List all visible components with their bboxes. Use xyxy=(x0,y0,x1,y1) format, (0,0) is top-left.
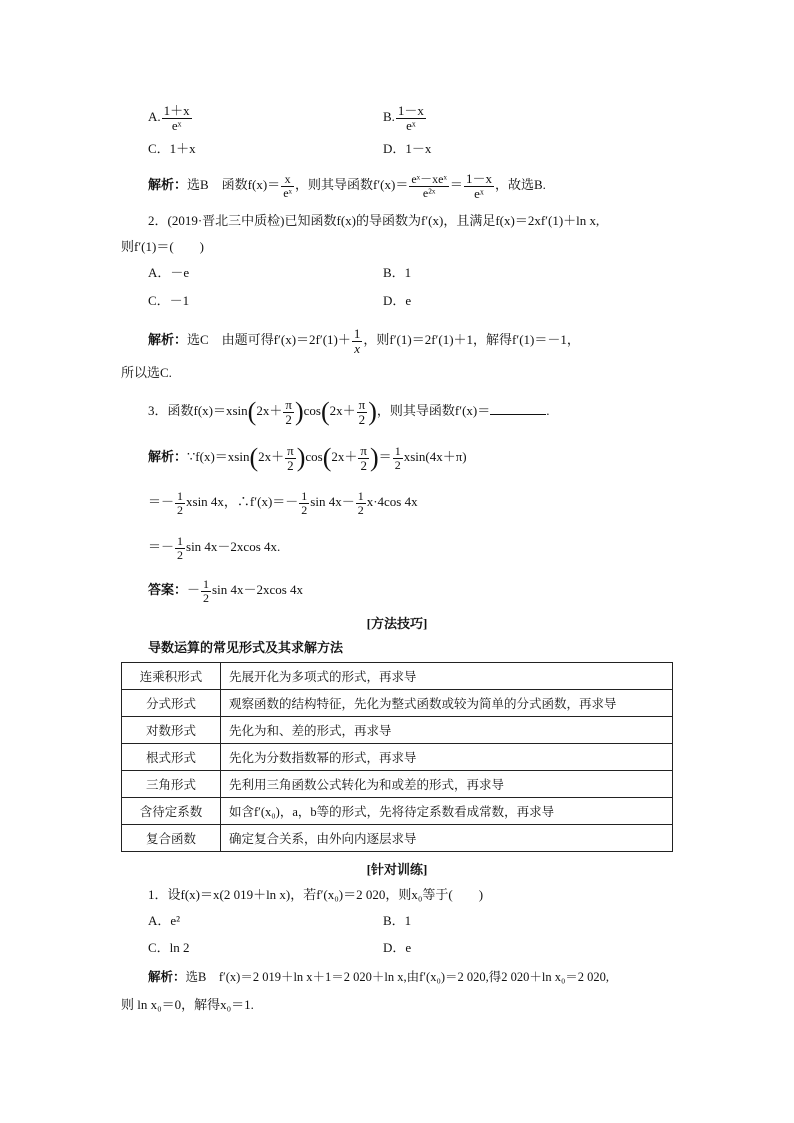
option-a-label: A. xyxy=(148,109,161,125)
form-cell: 对数形式 xyxy=(122,717,221,744)
right-paren: ) xyxy=(294,397,304,427)
right-paren: ) xyxy=(370,443,379,473)
fraction xyxy=(357,398,368,426)
solution-line xyxy=(148,327,580,355)
table-row xyxy=(122,771,673,798)
form-cell: 根式形式 xyxy=(122,744,221,771)
fraction-denominator: eˣ xyxy=(474,185,484,201)
solution-text: sin 4x－2xcos 4x. xyxy=(186,539,281,555)
table-title: 导数运算的常见形式及其求解方法 xyxy=(148,640,344,655)
method-cell: 先化为分数指数幂的形式，再求导 xyxy=(221,744,673,771)
option-d: D．e xyxy=(383,940,412,955)
question-text: ，则其导函数f′(x)＝ xyxy=(376,403,491,419)
left-paren: ( xyxy=(247,397,257,427)
form-cell: 分式形式 xyxy=(122,690,221,717)
fraction-numerator: 1 xyxy=(353,326,361,341)
math-term: 2x＋ xyxy=(258,449,285,465)
fraction-numerator: 1 xyxy=(357,489,364,503)
option-c: C．－1 xyxy=(148,293,190,308)
answer-label: 答案： xyxy=(148,582,188,598)
fraction-denominator: eˣ xyxy=(171,117,182,133)
fraction-denominator: 2 xyxy=(285,411,292,427)
fraction-denominator: 2 xyxy=(177,547,184,562)
math-term: cos xyxy=(303,403,321,419)
option-d: D．1－x xyxy=(383,141,432,156)
question-text: . xyxy=(546,403,550,419)
section-title-practice: [针对训练] xyxy=(366,862,428,877)
math-term: 2x＋ xyxy=(331,449,358,465)
form-cell: 复合函数 xyxy=(122,825,221,852)
form-cell: 三角形式 xyxy=(122,771,221,798)
answer-line xyxy=(148,578,303,604)
solution-text: 选B f′(x)＝2 019＋ln x＋1＝2 020＋ln x,由f′(x₀)＝2 020,得2 020＋ln x₀＝2 020, xyxy=(185,970,610,984)
method-cell: 如含f′(x₀)，a，b等的形式，先将待定系数看成常数，再求导 xyxy=(221,798,673,825)
option-a: A．－e xyxy=(148,265,190,280)
solution-label: 解析： xyxy=(148,177,188,193)
fraction-denominator: 2 xyxy=(177,502,184,517)
fraction xyxy=(175,490,185,516)
fraction-numerator: x xyxy=(281,173,294,187)
section-title-methods: [方法技巧] xyxy=(366,616,428,631)
answer-blank xyxy=(490,402,546,415)
practice-solution-cont: 则 ln x₀＝0，解得x₀＝1. xyxy=(121,997,254,1012)
method-cell: 先利用三角函数公式转化为和或差的形式，再求导 xyxy=(221,771,673,798)
question-text: 3．函数f(x)＝xsin xyxy=(148,403,248,419)
question-3-stem xyxy=(148,398,549,426)
fraction xyxy=(283,398,294,426)
fraction-denominator: 2 xyxy=(301,502,308,517)
practice-question-stem: 1．设f(x)＝x(2 019＋ln x)，若f′(x₀)＝2 020，则x₀等于( ) xyxy=(148,887,484,902)
table-row xyxy=(122,663,673,690)
fraction-denominator: 2 xyxy=(203,590,210,605)
fraction xyxy=(352,327,363,355)
method-cell: 确定复合关系，由外向内逐层求导 xyxy=(221,825,673,852)
fraction xyxy=(285,444,296,472)
method-cell: 先化为和、差的形式，再求导 xyxy=(221,717,673,744)
fraction-numerator: 1 xyxy=(177,489,184,503)
right-paren: ) xyxy=(368,397,377,427)
solution-line-2 xyxy=(148,490,418,516)
solution-text: xsin 4x，∴f′(x)＝－ xyxy=(186,494,299,510)
fraction-numerator: 1＋x xyxy=(163,103,190,118)
fraction-denominator: 2 xyxy=(287,457,294,473)
solution-line-cont: 所以选C. xyxy=(121,365,172,380)
solution-text: ＝－ xyxy=(148,539,175,555)
fraction-denominator: 2 xyxy=(360,457,367,473)
solution-label: 解析： xyxy=(148,332,188,348)
fraction-numerator: 1－x xyxy=(397,103,424,118)
fraction-denominator: 2 xyxy=(357,502,364,517)
question-text: 已知函数f(x)的导函数为f′(x)，且满足f(x)＝2xf′(1)＋ln x, xyxy=(284,213,600,228)
solution-line xyxy=(148,444,467,472)
option-a-fraction xyxy=(162,104,192,132)
solution-line-3 xyxy=(148,535,280,561)
solution-text: ，则f′(1)＝2f′(1)＋1，解得f′(1)＝－1， xyxy=(363,332,580,348)
math-term: cos xyxy=(305,449,323,465)
option-b xyxy=(383,104,427,132)
fraction-denominator: eˣ xyxy=(283,185,292,200)
table-row xyxy=(122,744,673,771)
solution-line xyxy=(148,172,546,200)
solution-label: 解析： xyxy=(148,449,188,465)
fraction xyxy=(393,445,403,471)
option-b: B．1 xyxy=(383,265,412,280)
method-cell: 观察函数的结构特征，先化为整式函数或较为简单的分式函数，再求导 xyxy=(221,690,673,717)
fraction-denominator: 2 xyxy=(358,411,366,427)
option-a xyxy=(148,104,193,132)
form-cell: 连乘积形式 xyxy=(122,663,221,690)
option-c: C．ln 2 xyxy=(148,940,190,955)
option-a: A．e² xyxy=(148,913,181,928)
solution-text: sin 4x－ xyxy=(310,494,355,510)
solution-text: ＝－ xyxy=(148,494,175,510)
fraction-numerator: eˣ－xeˣ xyxy=(411,172,447,187)
solution-text: x·4cos 4x xyxy=(366,494,418,510)
table-row xyxy=(122,690,673,717)
practice-solution xyxy=(148,967,609,987)
right-paren: ) xyxy=(296,443,306,473)
form-cell: 含待定系数 xyxy=(122,798,221,825)
solution-label: 解析： xyxy=(148,970,186,984)
table-row xyxy=(122,825,673,852)
fraction-denominator: 2 xyxy=(394,457,401,472)
math-term: 2x＋ xyxy=(256,403,283,419)
math-term: 2x＋ xyxy=(329,403,356,419)
fraction xyxy=(281,173,294,199)
fraction-numerator: π xyxy=(287,443,294,458)
solution-text: ∵f(x)＝xsin xyxy=(187,449,250,465)
fraction-denominator: eˣ xyxy=(406,117,416,133)
answer-text: － xyxy=(187,582,201,598)
fraction xyxy=(358,444,369,472)
fraction xyxy=(356,490,366,516)
left-paren: ( xyxy=(322,443,332,473)
left-paren: ( xyxy=(249,443,259,473)
answer-text: sin 4x－2xcos 4x xyxy=(212,582,304,598)
option-b-fraction xyxy=(396,104,426,132)
fraction-numerator: π xyxy=(358,397,366,412)
solution-text: ，故选B. xyxy=(494,177,546,193)
question-number: 2． xyxy=(148,213,168,228)
option-b-label: B. xyxy=(383,109,395,125)
fraction-numerator: 1 xyxy=(177,534,184,548)
fraction-numerator: 1 xyxy=(301,489,308,503)
solution-text: 选C 由题可得f′(x)＝2f′(1)＋ xyxy=(187,332,351,348)
question-2-stem xyxy=(148,211,599,231)
solution-text: 选B 函数f(x)＝ xyxy=(187,177,281,193)
fraction-numerator: π xyxy=(285,397,292,412)
table-row xyxy=(122,717,673,744)
fraction-numerator: 1－x xyxy=(465,171,492,186)
option-c: C．1＋x xyxy=(148,141,196,156)
methods-table xyxy=(121,662,673,852)
fraction-numerator: π xyxy=(360,443,367,458)
fraction xyxy=(175,535,185,561)
fraction xyxy=(409,173,449,199)
left-paren: ( xyxy=(320,397,330,427)
fraction xyxy=(201,578,211,604)
method-cell: 先展开化为多项式的形式，再求导 xyxy=(221,663,673,690)
fraction xyxy=(464,172,494,200)
option-d: D．e xyxy=(383,293,412,308)
fraction-denominator: e²ˣ xyxy=(422,185,436,200)
solution-text: xsin(4x＋π) xyxy=(403,449,467,465)
equals-sign: ＝ xyxy=(378,449,392,465)
question-source: (2019·晋北三中质检) xyxy=(167,213,285,228)
fraction xyxy=(299,490,309,516)
fraction-numerator: 1 xyxy=(394,444,401,459)
table-row xyxy=(122,798,673,825)
fraction-denominator: x xyxy=(354,340,360,356)
solution-text: ，则其导函数f′(x)＝ xyxy=(294,177,409,193)
methods-table-body xyxy=(122,663,673,852)
question-2-stem-cont: 则f′(1)＝( ) xyxy=(121,239,204,254)
equals-sign: ＝ xyxy=(449,177,463,193)
fraction-numerator: 1 xyxy=(203,577,210,591)
option-b: B．1 xyxy=(383,913,412,928)
